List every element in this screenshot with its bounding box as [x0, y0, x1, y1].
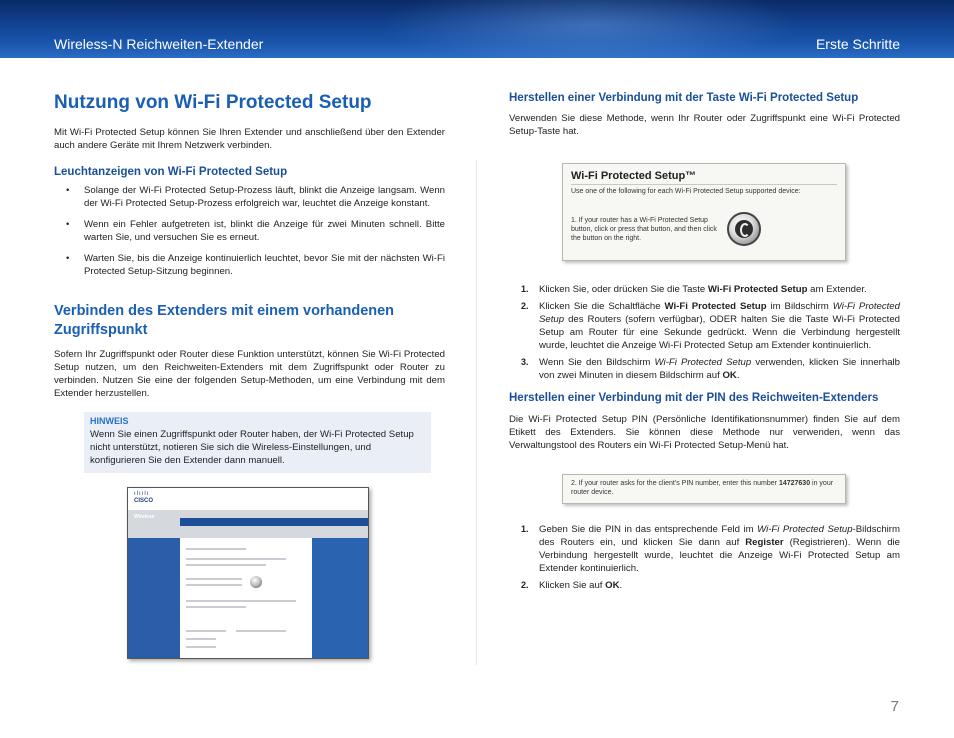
step-text: Klicken Sie auf: [539, 580, 606, 591]
step-number: 2.: [521, 301, 529, 311]
router-sidebar: [128, 538, 180, 659]
leds-heading: Leuchtanzeigen von Wi-Fi Protected Setup: [54, 166, 288, 178]
step-number: 1.: [521, 284, 529, 294]
note-box: [84, 412, 431, 473]
cisco-logo-bars: ılıılı: [134, 491, 150, 497]
list-item: [509, 300, 900, 352]
step-number: 1.: [521, 524, 529, 534]
intro-paragraph: Mit Wi-Fi Protected Setup können Sie Ihren Extender und anschließend über den Extender auch andere Geräte mit Ihrem Netzwerk verbinden.: [54, 127, 445, 151]
step-text: im Bildschirm: [766, 301, 833, 312]
wps-mini-icon: [250, 576, 262, 588]
list-item: [509, 283, 900, 296]
wps-symbol-icon: [735, 220, 753, 238]
list-item: • Wenn ein Fehler aufgetreten ist, blinkt die Anzeige für zwei Minuten schnell. Bitte warten Sie, und versuchen Sie es erneut.: [54, 218, 445, 244]
router-topbar: [128, 488, 369, 510]
content-line: [186, 558, 286, 560]
step-text: .: [619, 580, 623, 591]
step-text: Geben Sie die PIN in das entsprechende Feld im: [539, 524, 758, 535]
page-number: 7: [890, 698, 899, 715]
step-number: 3.: [521, 357, 529, 367]
left-column: [54, 92, 445, 473]
note-text: Wenn Sie einen Zugriffspunkt oder Router haben, der Wi-Fi Protected Setup nicht unterstützt, notieren Sie sich die Wireless-Einstellungen, und konfigurieren Sie den Extender dann manuell.: [90, 429, 414, 466]
step-text: am Extender.: [807, 284, 867, 295]
router-side-label: Wireless: [134, 514, 155, 520]
connect-heading: Verbinden des Extenders mit einem vorhandenen Zugriffspunkt: [54, 303, 395, 338]
step-bold: OK: [722, 370, 737, 381]
cisco-logo-word: CISCO: [134, 498, 154, 504]
step-italic: Wi-Fi Protected Setup: [757, 524, 853, 535]
pin-number: 14727630: [778, 480, 811, 487]
pin-method-intro: Die Wi-Fi Protected Setup PIN (Persönliche Identifikationsnummer) finden Sie auf dem Etikett des Extenders. Sie können diese Methode nur verwenden, wenn das Verwaltungstool des Routers ein Wi-Fi Protected Setup-Menü hat.: [509, 414, 900, 451]
content-line: [186, 638, 216, 640]
cisco-logo: [134, 491, 160, 507]
pin-text: in your router device.: [571, 480, 834, 496]
step-bold: Wi-Fi Protected Setup: [707, 284, 808, 295]
content-line: [186, 630, 226, 632]
step-bold: Wi-Fi Protected Setup: [664, 301, 767, 312]
step-text: verwenden, klicken Sie innerhalb von zwei Minuten in diesem Bildschirm auf: [539, 357, 900, 381]
button-method-intro: Verwenden Sie diese Methode, wenn Ihr Router oder Zugriffspunkt eine Wi-Fi Protected Setup-Taste hat.: [509, 113, 900, 137]
list-item: • Solange der Wi-Fi Protected Setup-Prozess läuft, blinkt die Anzeige langsam. Wenn der Wi-Fi Protected Setup-Prozess erfolgreich war, leuchtet die Anzeige konstant.: [54, 184, 445, 210]
router-help-pane: [312, 538, 369, 659]
step-text: (Registrieren). Wenn die Verbindung hergestellt wurde, leuchtet die Anzeige Wi-Fi Protected Setup am Extender kontinuierlich.: [539, 537, 901, 574]
content-line: [236, 630, 286, 632]
content-line: [186, 606, 246, 608]
page-header: [0, 0, 954, 58]
wps-button-icon: [727, 212, 761, 246]
list-item: [509, 356, 900, 382]
button-method-heading: Herstellen einer Verbindung mit der Taste Wi-Fi Protected Setup: [509, 92, 859, 104]
pin-section: [509, 392, 900, 452]
wps-screen-title: Wi-Fi Protected Setup™: [571, 170, 697, 182]
chapter-name: Erste Schritte: [815, 36, 900, 52]
router-ui-screenshot: [127, 487, 369, 659]
wps-screenshot: [562, 163, 846, 261]
pin-steps: [509, 523, 900, 596]
connect-paragraph: Sofern Ihr Zugriffspunkt oder Router diese Funktion unterstützt, können Sie Wi-Fi Protected Setup nutzen, um den Reichweiten-Extenders mit dem Zugriffspunkt oder Router zu verbinden. Nutzen Sie eine der folgenden Setup-Methoden, um eine Verbindung mit dem Extender herzustellen.: [54, 349, 445, 399]
product-name: Wireless-N Reichweiten-Extender: [54, 36, 264, 52]
step-text: .: [736, 370, 740, 381]
pin-method-heading: Herstellen einer Verbindung mit der PIN des Reichweiten-Extenders: [509, 392, 879, 404]
content-line: [186, 584, 242, 586]
step-bold: OK: [605, 580, 620, 591]
step-text: -Bildschirm des Routers ein, und klicken Sie dann auf: [539, 524, 900, 548]
step-italic: Wi-Fi Protected Setup: [654, 357, 752, 368]
content-line: [186, 600, 296, 602]
content-line: [186, 646, 216, 648]
router-navbar: [180, 518, 369, 526]
note-title: HINWEIS: [90, 416, 129, 426]
wps-screen-rule: [571, 184, 837, 185]
content-line: [186, 564, 266, 566]
step-italic: Wi-Fi Protected Setup: [539, 301, 900, 325]
pin-screen-text: [571, 479, 841, 497]
step-text: des Routers (sofern verfügbar), ODER halten Sie die Taste Wi-Fi Protected Setup am Router für eine Sekunde gedrückt. Wenn die Verbindung hergestellt wurde, leuchtet die Anzeige Wi-Fi Protected Setup am Extender kontinuierlich.: [539, 314, 900, 351]
step-text: Klicken Sie die Schaltfläche: [539, 301, 665, 312]
content-line: [186, 578, 242, 580]
step-text: Klicken Sie, oder drücken Sie die Taste: [539, 284, 708, 295]
step-number: 2.: [521, 580, 529, 590]
list-item: [509, 523, 900, 575]
list-item: • Warten Sie, bis die Anzeige kontinuierlich leuchtet, bevor Sie mit der nächsten Wi-Fi Protected Setup-Sitzung beginnen.: [54, 252, 445, 278]
step-bold: Register: [745, 537, 784, 548]
leds-list: [54, 184, 445, 278]
header-glow: [380, 0, 800, 58]
button-steps: [509, 283, 900, 386]
column-divider: [476, 160, 477, 665]
router-content: [180, 538, 312, 659]
content-line: [186, 548, 246, 550]
pin-screenshot: [562, 474, 846, 504]
wps-screen-subtitle: Use one of the following for each Wi-Fi Protected Setup supported device:: [571, 188, 801, 195]
pin-text: 2. If your router asks for the client's PIN number, enter this number: [571, 480, 779, 487]
list-item: [509, 579, 900, 592]
page-title: Nutzung von Wi-Fi Protected Setup: [54, 92, 372, 113]
step-text: Wenn Sie den Bildschirm: [539, 357, 655, 368]
wps-screen-step: 1. If your router has a Wi-Fi Protected Setup button, click or press that button, and then click the button on the right.: [571, 217, 717, 242]
right-column: [509, 92, 900, 138]
